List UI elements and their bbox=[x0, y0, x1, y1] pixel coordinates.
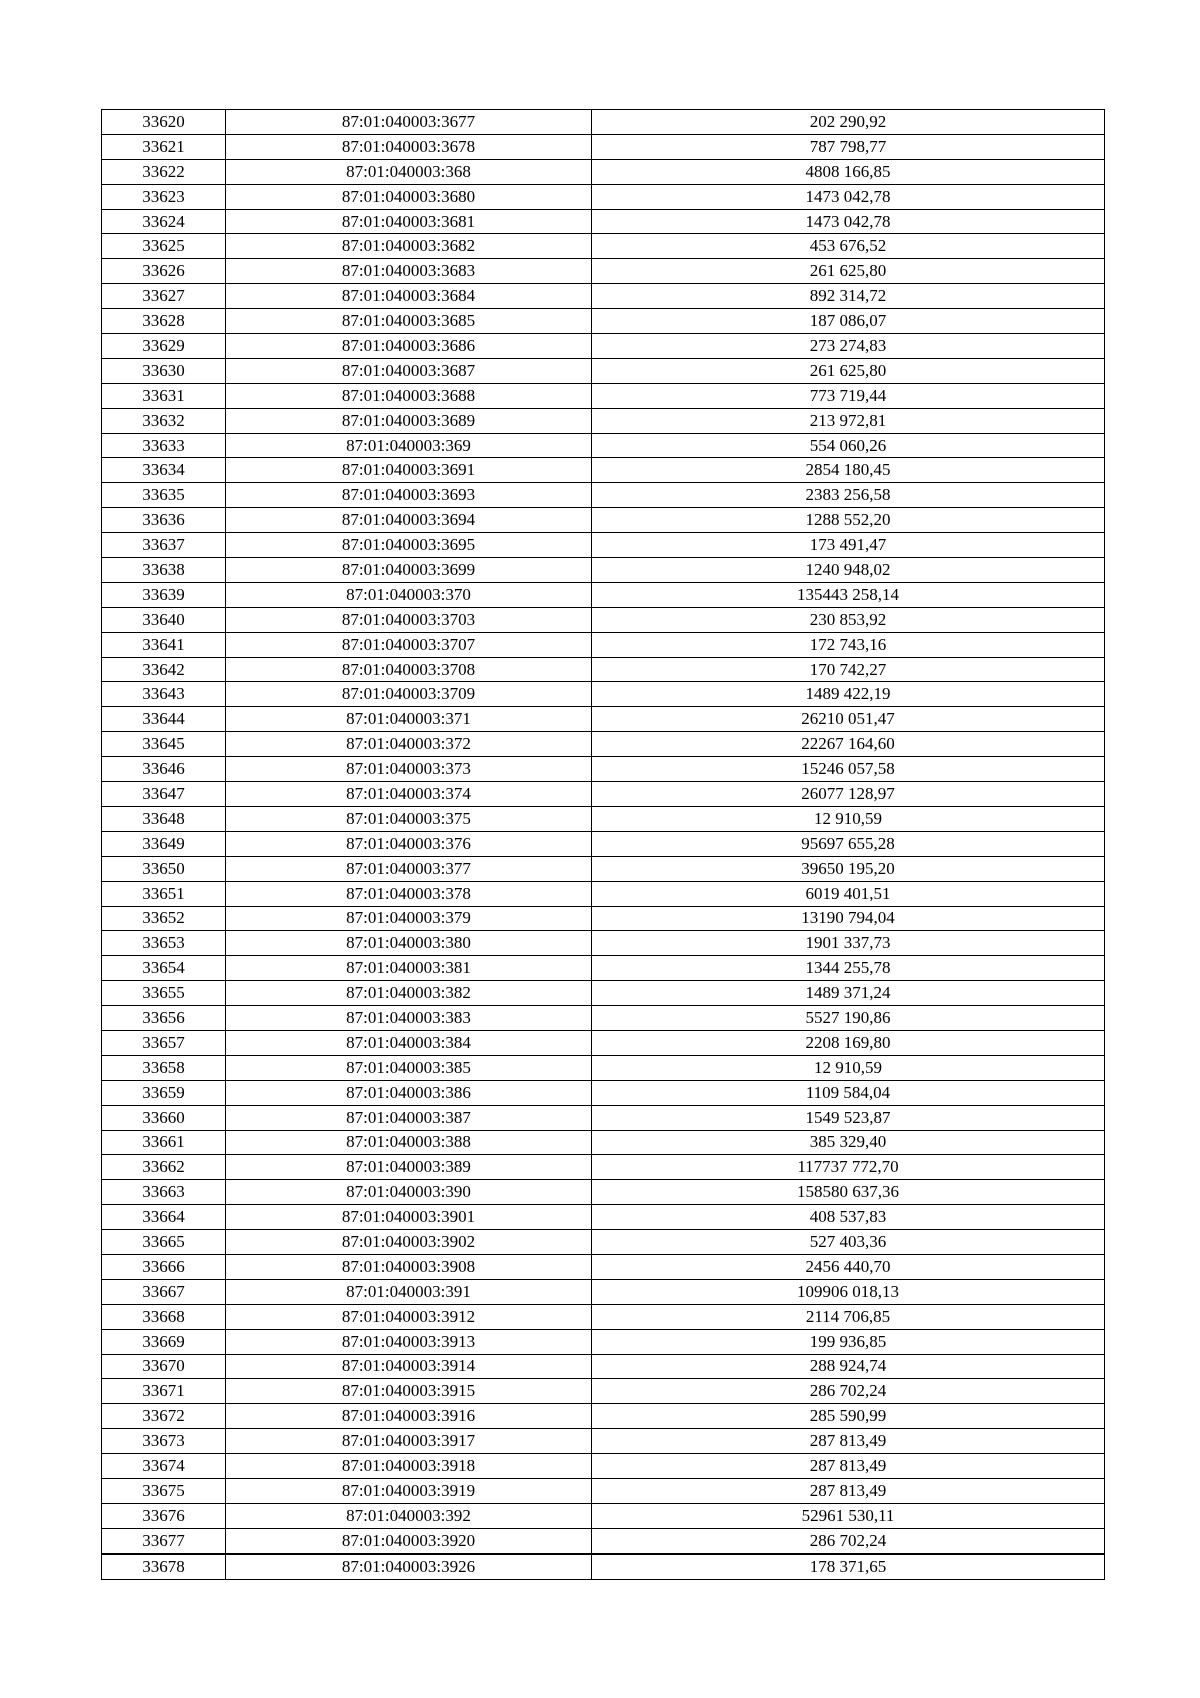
table-row bbox=[102, 159, 1105, 184]
value-cell: 26210 051,47 bbox=[592, 707, 1105, 732]
cadastral-number-cell: 87:01:040003:379 bbox=[226, 906, 592, 931]
cadastral-number-cell: 87:01:040003:3683 bbox=[226, 259, 592, 284]
row-number-cell: 33625 bbox=[102, 234, 226, 259]
value-cell: 787 798,77 bbox=[592, 134, 1105, 159]
value-cell: 2208 169,80 bbox=[592, 1030, 1105, 1055]
cadastral-number-cell: 87:01:040003:3912 bbox=[226, 1304, 592, 1329]
table-row bbox=[102, 483, 1105, 508]
row-number-cell: 33662 bbox=[102, 1155, 226, 1180]
value-cell: 12 910,59 bbox=[592, 806, 1105, 831]
value-cell: 261 625,80 bbox=[592, 259, 1105, 284]
table-row bbox=[102, 1254, 1105, 1279]
cadastral-number-cell: 87:01:040003:385 bbox=[226, 1055, 592, 1080]
value-cell: 1109 584,04 bbox=[592, 1080, 1105, 1105]
table-row bbox=[102, 1030, 1105, 1055]
row-number-cell: 33655 bbox=[102, 981, 226, 1006]
row-number-cell: 33631 bbox=[102, 383, 226, 408]
cadastral-number-cell: 87:01:040003:3699 bbox=[226, 558, 592, 583]
value-cell: 202 290,92 bbox=[592, 110, 1105, 135]
cadastral-number-cell: 87:01:040003:3914 bbox=[226, 1354, 592, 1379]
cadastral-number-cell: 87:01:040003:375 bbox=[226, 806, 592, 831]
cadastral-number-cell: 87:01:040003:3680 bbox=[226, 184, 592, 209]
cadastral-number-cell: 87:01:040003:3918 bbox=[226, 1454, 592, 1479]
value-cell: 95697 655,28 bbox=[592, 831, 1105, 856]
cadastral-number-cell: 87:01:040003:3689 bbox=[226, 408, 592, 433]
value-cell: 52961 530,11 bbox=[592, 1503, 1105, 1528]
table-row bbox=[102, 234, 1105, 259]
value-cell: 285 590,99 bbox=[592, 1404, 1105, 1429]
cadastral-number-cell: 87:01:040003:3694 bbox=[226, 508, 592, 533]
row-number-cell: 33632 bbox=[102, 408, 226, 433]
row-number-cell: 33623 bbox=[102, 184, 226, 209]
table-row bbox=[102, 1130, 1105, 1155]
cadastral-number-cell: 87:01:040003:391 bbox=[226, 1279, 592, 1304]
row-number-cell: 33668 bbox=[102, 1304, 226, 1329]
row-number-cell: 33630 bbox=[102, 358, 226, 383]
row-number-cell: 33649 bbox=[102, 831, 226, 856]
row-number-cell: 33644 bbox=[102, 707, 226, 732]
cadastral-number-cell: 87:01:040003:3677 bbox=[226, 110, 592, 135]
value-cell: 2854 180,45 bbox=[592, 458, 1105, 483]
table-row bbox=[102, 582, 1105, 607]
value-cell: 286 702,24 bbox=[592, 1379, 1105, 1404]
value-cell: 15246 057,58 bbox=[592, 757, 1105, 782]
row-number-cell: 33648 bbox=[102, 806, 226, 831]
table-row bbox=[102, 906, 1105, 931]
cadastral-number-cell: 87:01:040003:384 bbox=[226, 1030, 592, 1055]
row-number-cell: 33670 bbox=[102, 1354, 226, 1379]
value-cell: 170 742,27 bbox=[592, 657, 1105, 682]
table-row bbox=[102, 209, 1105, 234]
value-cell: 26077 128,97 bbox=[592, 782, 1105, 807]
value-cell: 1549 523,87 bbox=[592, 1105, 1105, 1130]
row-number-cell: 33659 bbox=[102, 1080, 226, 1105]
table-row bbox=[102, 1354, 1105, 1379]
row-number-cell: 33640 bbox=[102, 607, 226, 632]
cadastral-number-cell: 87:01:040003:3687 bbox=[226, 358, 592, 383]
row-number-cell: 33627 bbox=[102, 284, 226, 309]
cadastral-number-cell: 87:01:040003:3681 bbox=[226, 209, 592, 234]
cadastral-number-cell: 87:01:040003:3703 bbox=[226, 607, 592, 632]
table-row bbox=[102, 782, 1105, 807]
cadastral-number-cell: 87:01:040003:3917 bbox=[226, 1429, 592, 1454]
value-cell: 1901 337,73 bbox=[592, 931, 1105, 956]
row-number-cell: 33628 bbox=[102, 309, 226, 334]
cadastral-number-cell: 87:01:040003:3902 bbox=[226, 1230, 592, 1255]
table-row bbox=[102, 806, 1105, 831]
cadastral-number-cell: 87:01:040003:388 bbox=[226, 1130, 592, 1155]
table-row bbox=[102, 881, 1105, 906]
table-row bbox=[102, 1205, 1105, 1230]
table-row bbox=[102, 184, 1105, 209]
cadastral-number-cell: 87:01:040003:381 bbox=[226, 956, 592, 981]
row-number-cell: 33656 bbox=[102, 1006, 226, 1031]
row-number-cell: 33647 bbox=[102, 782, 226, 807]
cadastral-number-cell: 87:01:040003:377 bbox=[226, 856, 592, 881]
value-cell: 1288 552,20 bbox=[592, 508, 1105, 533]
cadastral-number-cell: 87:01:040003:3920 bbox=[226, 1528, 592, 1553]
cadastral-number-cell: 87:01:040003:390 bbox=[226, 1180, 592, 1205]
cadastral-number-cell: 87:01:040003:370 bbox=[226, 582, 592, 607]
cadastral-number-cell: 87:01:040003:383 bbox=[226, 1006, 592, 1031]
value-cell: 453 676,52 bbox=[592, 234, 1105, 259]
row-number-cell: 33624 bbox=[102, 209, 226, 234]
table-row bbox=[102, 1503, 1105, 1528]
table-row bbox=[102, 1429, 1105, 1454]
cadastral-number-cell: 87:01:040003:3707 bbox=[226, 632, 592, 657]
table-row bbox=[102, 732, 1105, 757]
table-row bbox=[102, 1329, 1105, 1354]
value-cell: 1489 422,19 bbox=[592, 682, 1105, 707]
row-number-cell: 33669 bbox=[102, 1329, 226, 1354]
table-row bbox=[102, 657, 1105, 682]
cadastral-number-cell: 87:01:040003:382 bbox=[226, 981, 592, 1006]
table-row bbox=[102, 1478, 1105, 1503]
table-row bbox=[102, 284, 1105, 309]
row-number-cell: 33642 bbox=[102, 657, 226, 682]
cadastral-number-cell: 87:01:040003:3926 bbox=[226, 1554, 592, 1579]
value-cell: 527 403,36 bbox=[592, 1230, 1105, 1255]
table-row bbox=[102, 1554, 1105, 1579]
table-row bbox=[102, 1454, 1105, 1479]
row-number-cell: 33660 bbox=[102, 1105, 226, 1130]
table-row bbox=[102, 458, 1105, 483]
row-number-cell: 33634 bbox=[102, 458, 226, 483]
cadastral-number-cell: 87:01:040003:3908 bbox=[226, 1254, 592, 1279]
row-number-cell: 33635 bbox=[102, 483, 226, 508]
value-cell: 39650 195,20 bbox=[592, 856, 1105, 881]
row-number-cell: 33626 bbox=[102, 259, 226, 284]
value-cell: 4808 166,85 bbox=[592, 159, 1105, 184]
cadastral-number-cell: 87:01:040003:3691 bbox=[226, 458, 592, 483]
table-row bbox=[102, 508, 1105, 533]
value-cell: 287 813,49 bbox=[592, 1454, 1105, 1479]
table-row bbox=[102, 408, 1105, 433]
table-row bbox=[102, 682, 1105, 707]
table-row bbox=[102, 1528, 1105, 1553]
table-row bbox=[102, 1155, 1105, 1180]
table-row bbox=[102, 533, 1105, 558]
row-number-cell: 33639 bbox=[102, 582, 226, 607]
value-cell: 288 924,74 bbox=[592, 1354, 1105, 1379]
row-number-cell: 33675 bbox=[102, 1478, 226, 1503]
row-number-cell: 33620 bbox=[102, 110, 226, 135]
row-number-cell: 33651 bbox=[102, 881, 226, 906]
cadastral-number-cell: 87:01:040003:3916 bbox=[226, 1404, 592, 1429]
table-row bbox=[102, 707, 1105, 732]
cadastral-number-cell: 87:01:040003:373 bbox=[226, 757, 592, 782]
cadastral-number-cell: 87:01:040003:3901 bbox=[226, 1205, 592, 1230]
table-row bbox=[102, 1080, 1105, 1105]
cadastral-number-cell: 87:01:040003:3919 bbox=[226, 1478, 592, 1503]
cadastral-number-cell: 87:01:040003:374 bbox=[226, 782, 592, 807]
table-row bbox=[102, 334, 1105, 359]
row-number-cell: 33652 bbox=[102, 906, 226, 931]
table-row bbox=[102, 433, 1105, 458]
value-cell: 135443 258,14 bbox=[592, 582, 1105, 607]
row-number-cell: 33665 bbox=[102, 1230, 226, 1255]
value-cell: 2114 706,85 bbox=[592, 1304, 1105, 1329]
row-number-cell: 33650 bbox=[102, 856, 226, 881]
row-number-cell: 33653 bbox=[102, 931, 226, 956]
table-row bbox=[102, 632, 1105, 657]
value-cell: 273 274,83 bbox=[592, 334, 1105, 359]
cadastral-number-cell: 87:01:040003:386 bbox=[226, 1080, 592, 1105]
table-body bbox=[102, 110, 1105, 1580]
table-row bbox=[102, 383, 1105, 408]
value-cell: 287 813,49 bbox=[592, 1478, 1105, 1503]
value-cell: 408 537,83 bbox=[592, 1205, 1105, 1230]
table-row bbox=[102, 558, 1105, 583]
row-number-cell: 33633 bbox=[102, 433, 226, 458]
value-cell: 178 371,65 bbox=[592, 1554, 1105, 1579]
table-row bbox=[102, 607, 1105, 632]
row-number-cell: 33674 bbox=[102, 1454, 226, 1479]
value-cell: 5527 190,86 bbox=[592, 1006, 1105, 1031]
row-number-cell: 33643 bbox=[102, 682, 226, 707]
cadastral-number-cell: 87:01:040003:3695 bbox=[226, 533, 592, 558]
row-number-cell: 33622 bbox=[102, 159, 226, 184]
value-cell: 286 702,24 bbox=[592, 1528, 1105, 1553]
table-row bbox=[102, 856, 1105, 881]
table-row bbox=[102, 1180, 1105, 1205]
table-row bbox=[102, 1279, 1105, 1304]
value-cell: 187 086,07 bbox=[592, 309, 1105, 334]
value-cell: 2456 440,70 bbox=[592, 1254, 1105, 1279]
cadastral-number-cell: 87:01:040003:3913 bbox=[226, 1329, 592, 1354]
table-row bbox=[102, 259, 1105, 284]
cadastral-number-cell: 87:01:040003:371 bbox=[226, 707, 592, 732]
row-number-cell: 33636 bbox=[102, 508, 226, 533]
cadastral-number-cell: 87:01:040003:372 bbox=[226, 732, 592, 757]
row-number-cell: 33667 bbox=[102, 1279, 226, 1304]
value-cell: 287 813,49 bbox=[592, 1429, 1105, 1454]
value-cell: 213 972,81 bbox=[592, 408, 1105, 433]
value-cell: 2383 256,58 bbox=[592, 483, 1105, 508]
cadastral-number-cell: 87:01:040003:3688 bbox=[226, 383, 592, 408]
row-number-cell: 33663 bbox=[102, 1180, 226, 1205]
cadastral-number-cell: 87:01:040003:3709 bbox=[226, 682, 592, 707]
table-row bbox=[102, 981, 1105, 1006]
value-cell: 173 491,47 bbox=[592, 533, 1105, 558]
row-number-cell: 33676 bbox=[102, 1503, 226, 1528]
value-cell: 385 329,40 bbox=[592, 1130, 1105, 1155]
value-cell: 117737 772,70 bbox=[592, 1155, 1105, 1180]
value-cell: 1489 371,24 bbox=[592, 981, 1105, 1006]
cadastral-number-cell: 87:01:040003:387 bbox=[226, 1105, 592, 1130]
value-cell: 1473 042,78 bbox=[592, 209, 1105, 234]
row-number-cell: 33677 bbox=[102, 1528, 226, 1553]
cadastral-number-cell: 87:01:040003:3708 bbox=[226, 657, 592, 682]
value-cell: 12 910,59 bbox=[592, 1055, 1105, 1080]
table-row bbox=[102, 757, 1105, 782]
value-cell: 22267 164,60 bbox=[592, 732, 1105, 757]
table-row bbox=[102, 134, 1105, 159]
data-table bbox=[101, 109, 1105, 1580]
table-row bbox=[102, 931, 1105, 956]
value-cell: 892 314,72 bbox=[592, 284, 1105, 309]
table-row bbox=[102, 1055, 1105, 1080]
row-number-cell: 33638 bbox=[102, 558, 226, 583]
table-row bbox=[102, 309, 1105, 334]
row-number-cell: 33671 bbox=[102, 1379, 226, 1404]
value-cell: 1240 948,02 bbox=[592, 558, 1105, 583]
value-cell: 199 936,85 bbox=[592, 1329, 1105, 1354]
cadastral-number-cell: 87:01:040003:3686 bbox=[226, 334, 592, 359]
value-cell: 158580 637,36 bbox=[592, 1180, 1105, 1205]
table-row bbox=[102, 1230, 1105, 1255]
table-row bbox=[102, 831, 1105, 856]
cadastral-number-cell: 87:01:040003:380 bbox=[226, 931, 592, 956]
table-row bbox=[102, 1304, 1105, 1329]
cadastral-number-cell: 87:01:040003:3693 bbox=[226, 483, 592, 508]
table-row bbox=[102, 1379, 1105, 1404]
value-cell: 554 060,26 bbox=[592, 433, 1105, 458]
row-number-cell: 33657 bbox=[102, 1030, 226, 1055]
row-number-cell: 33664 bbox=[102, 1205, 226, 1230]
value-cell: 6019 401,51 bbox=[592, 881, 1105, 906]
table-row bbox=[102, 358, 1105, 383]
row-number-cell: 33654 bbox=[102, 956, 226, 981]
row-number-cell: 33629 bbox=[102, 334, 226, 359]
cadastral-number-cell: 87:01:040003:376 bbox=[226, 831, 592, 856]
value-cell: 1473 042,78 bbox=[592, 184, 1105, 209]
cadastral-number-cell: 87:01:040003:368 bbox=[226, 159, 592, 184]
cadastral-number-cell: 87:01:040003:3684 bbox=[226, 284, 592, 309]
table-row bbox=[102, 1105, 1105, 1130]
row-number-cell: 33678 bbox=[102, 1554, 226, 1579]
value-cell: 1344 255,78 bbox=[592, 956, 1105, 981]
row-number-cell: 33646 bbox=[102, 757, 226, 782]
cadastral-number-cell: 87:01:040003:378 bbox=[226, 881, 592, 906]
cadastral-number-cell: 87:01:040003:369 bbox=[226, 433, 592, 458]
row-number-cell: 33645 bbox=[102, 732, 226, 757]
cadastral-number-cell: 87:01:040003:3678 bbox=[226, 134, 592, 159]
row-number-cell: 33658 bbox=[102, 1055, 226, 1080]
value-cell: 773 719,44 bbox=[592, 383, 1105, 408]
row-number-cell: 33641 bbox=[102, 632, 226, 657]
table-row bbox=[102, 1404, 1105, 1429]
table-row bbox=[102, 110, 1105, 135]
cadastral-number-cell: 87:01:040003:3915 bbox=[226, 1379, 592, 1404]
row-number-cell: 33666 bbox=[102, 1254, 226, 1279]
row-number-cell: 33661 bbox=[102, 1130, 226, 1155]
value-cell: 13190 794,04 bbox=[592, 906, 1105, 931]
row-number-cell: 33672 bbox=[102, 1404, 226, 1429]
value-cell: 172 743,16 bbox=[592, 632, 1105, 657]
value-cell: 230 853,92 bbox=[592, 607, 1105, 632]
cadastral-number-cell: 87:01:040003:3685 bbox=[226, 309, 592, 334]
value-cell: 109906 018,13 bbox=[592, 1279, 1105, 1304]
cadastral-number-cell: 87:01:040003:389 bbox=[226, 1155, 592, 1180]
row-number-cell: 33637 bbox=[102, 533, 226, 558]
row-number-cell: 33673 bbox=[102, 1429, 226, 1454]
table-row bbox=[102, 956, 1105, 981]
value-cell: 261 625,80 bbox=[592, 358, 1105, 383]
table-row bbox=[102, 1006, 1105, 1031]
cadastral-number-cell: 87:01:040003:392 bbox=[226, 1503, 592, 1528]
cadastral-number-cell: 87:01:040003:3682 bbox=[226, 234, 592, 259]
row-number-cell: 33621 bbox=[102, 134, 226, 159]
